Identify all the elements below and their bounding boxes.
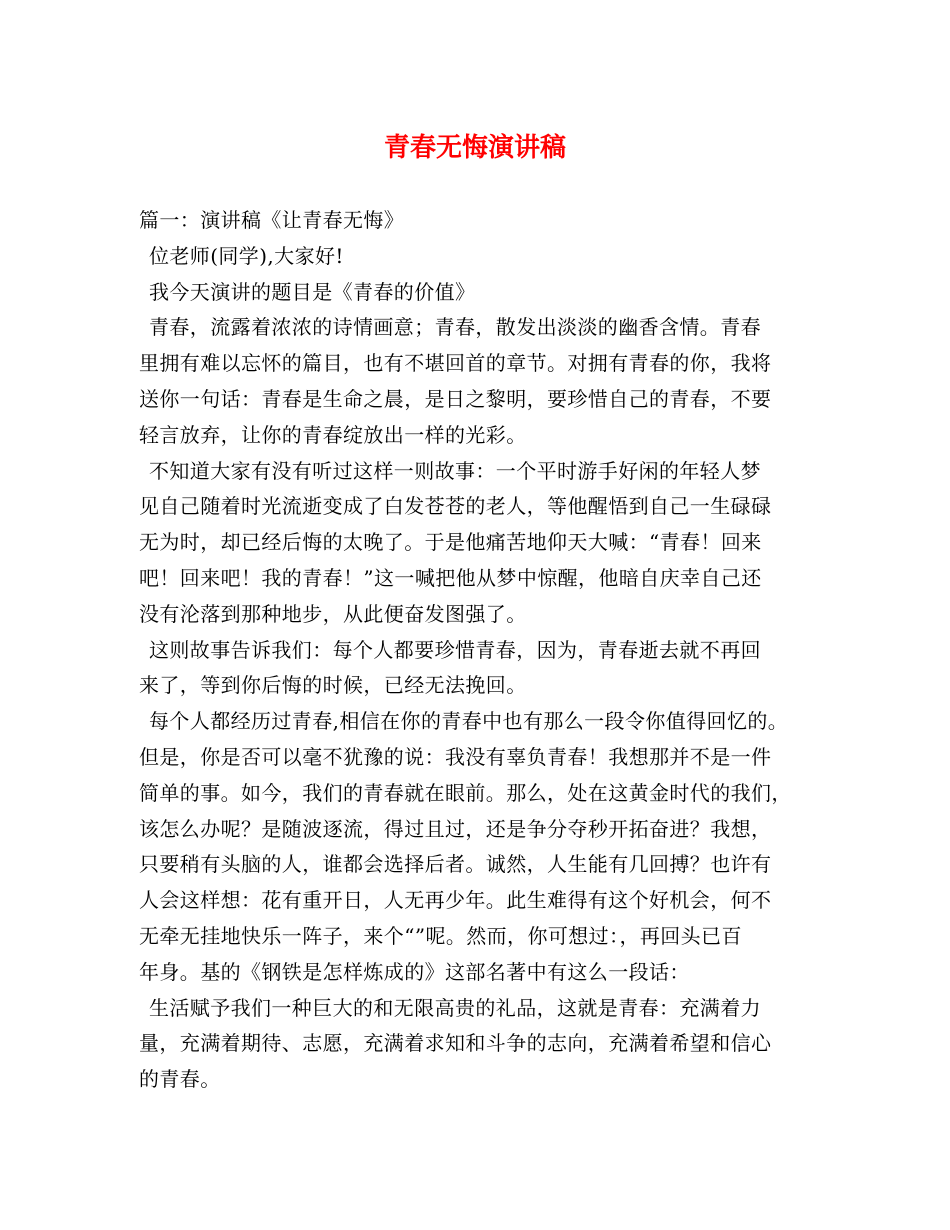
- paragraph-4-line-8: 年身。基的《钢铁是怎样炼成的》这部名著中有这么一段话：: [139, 959, 690, 984]
- paragraph-2-line-1: 不知道大家有没有听过这样一则故事：一个平时游手好闲的年轻人梦: [149, 458, 761, 483]
- paragraph-4-line-3: 简单的事。如今，我们的青春就在眼前。那么，处在这黄金时代的我们，: [139, 780, 792, 805]
- paragraph-3-line-1: 这则故事告诉我们：每个人都要珍惜青春，因为，青春逝去就不再回: [149, 637, 761, 662]
- paragraph-1-line-2: 里拥有难以忘怀的篇目，也有不堪回首的章节。对拥有青春的你，我将: [139, 351, 772, 376]
- paragraph-2-line-3: 无为时，却已经后悔的太晚了。于是他痛苦地仰天大喊：“青春！回来: [139, 530, 762, 555]
- paragraph-1-line-3: 送你一句话：青春是生命之晨，是日之黎明，要珍惜自己的青春，不要: [139, 386, 772, 411]
- document-body: [139, 203, 823, 1098]
- paragraph-2-line-5: 没有沦落到那种地步，从此便奋发图强了。: [139, 601, 527, 626]
- paragraph-4-line-4: 该怎么办呢？是随波逐流，得过且过，还是争分夺秒开拓奋进？我想，: [139, 816, 772, 841]
- heading-line: 篇一：演讲稿《让青春无悔》: [139, 208, 405, 232]
- paragraph-2-line-4: 吧！回来吧！我的青春！”这一喊把他从梦中惊醒，他暗自庆幸自己还: [139, 565, 762, 590]
- greeting-line: 位老师(同学),大家好!: [149, 243, 344, 268]
- paragraph-5-line-3: 的青春。: [139, 1067, 221, 1092]
- paragraph-3-line-2: 来了，等到你后悔的时候，已经无法挽回。: [139, 673, 527, 698]
- paragraph-1-line-1: 青春，流露着浓浓的诗情画意；青春，散发出淡淡的幽香含情。青春: [149, 315, 761, 340]
- paragraph-1-line-4: 轻言放弃，让你的青春绽放出一样的光彩。: [139, 422, 527, 447]
- document-title: 青春无悔演讲稿: [383, 133, 566, 163]
- topic-line: 我今天演讲的题目是《青春的价值》: [149, 279, 476, 304]
- paragraph-4-line-5: 只要稍有头脑的人，谁都会选择后者。诚然，人生能有几回搏？也许有: [139, 852, 772, 877]
- paragraph-5-line-2: 量，充满着期待、志愿，充满着求知和斗争的志向，充满着希望和信心: [139, 1031, 772, 1056]
- paragraph-4-line-1: 每个人都经历过青春,相信在你的青春中也有那么一段令你值得回忆的。: [149, 709, 789, 734]
- paragraph-5-line-1: 生活赋予我们一种巨大的和无限高贵的礼品，这就是青春：充满着力: [149, 995, 761, 1020]
- paragraph-4-line-2: 但是，你是否可以毫不犹豫的说：我没有辜负青春！我想那并不是一件: [139, 744, 772, 769]
- paragraph-4-line-6: 人会这样想：花有重开日，人无再少年。此生难得有这个好机会，何不: [139, 888, 772, 913]
- paragraph-4-line-7: 无牵无挂地快乐一阵子，来个“”呢。然而，你可想过：，再回头已百: [139, 923, 742, 948]
- paragraph-2-line-2: 见自己随着时光流逝变成了白发苍苍的老人，等他醒悟到自己一生碌碌: [139, 494, 772, 519]
